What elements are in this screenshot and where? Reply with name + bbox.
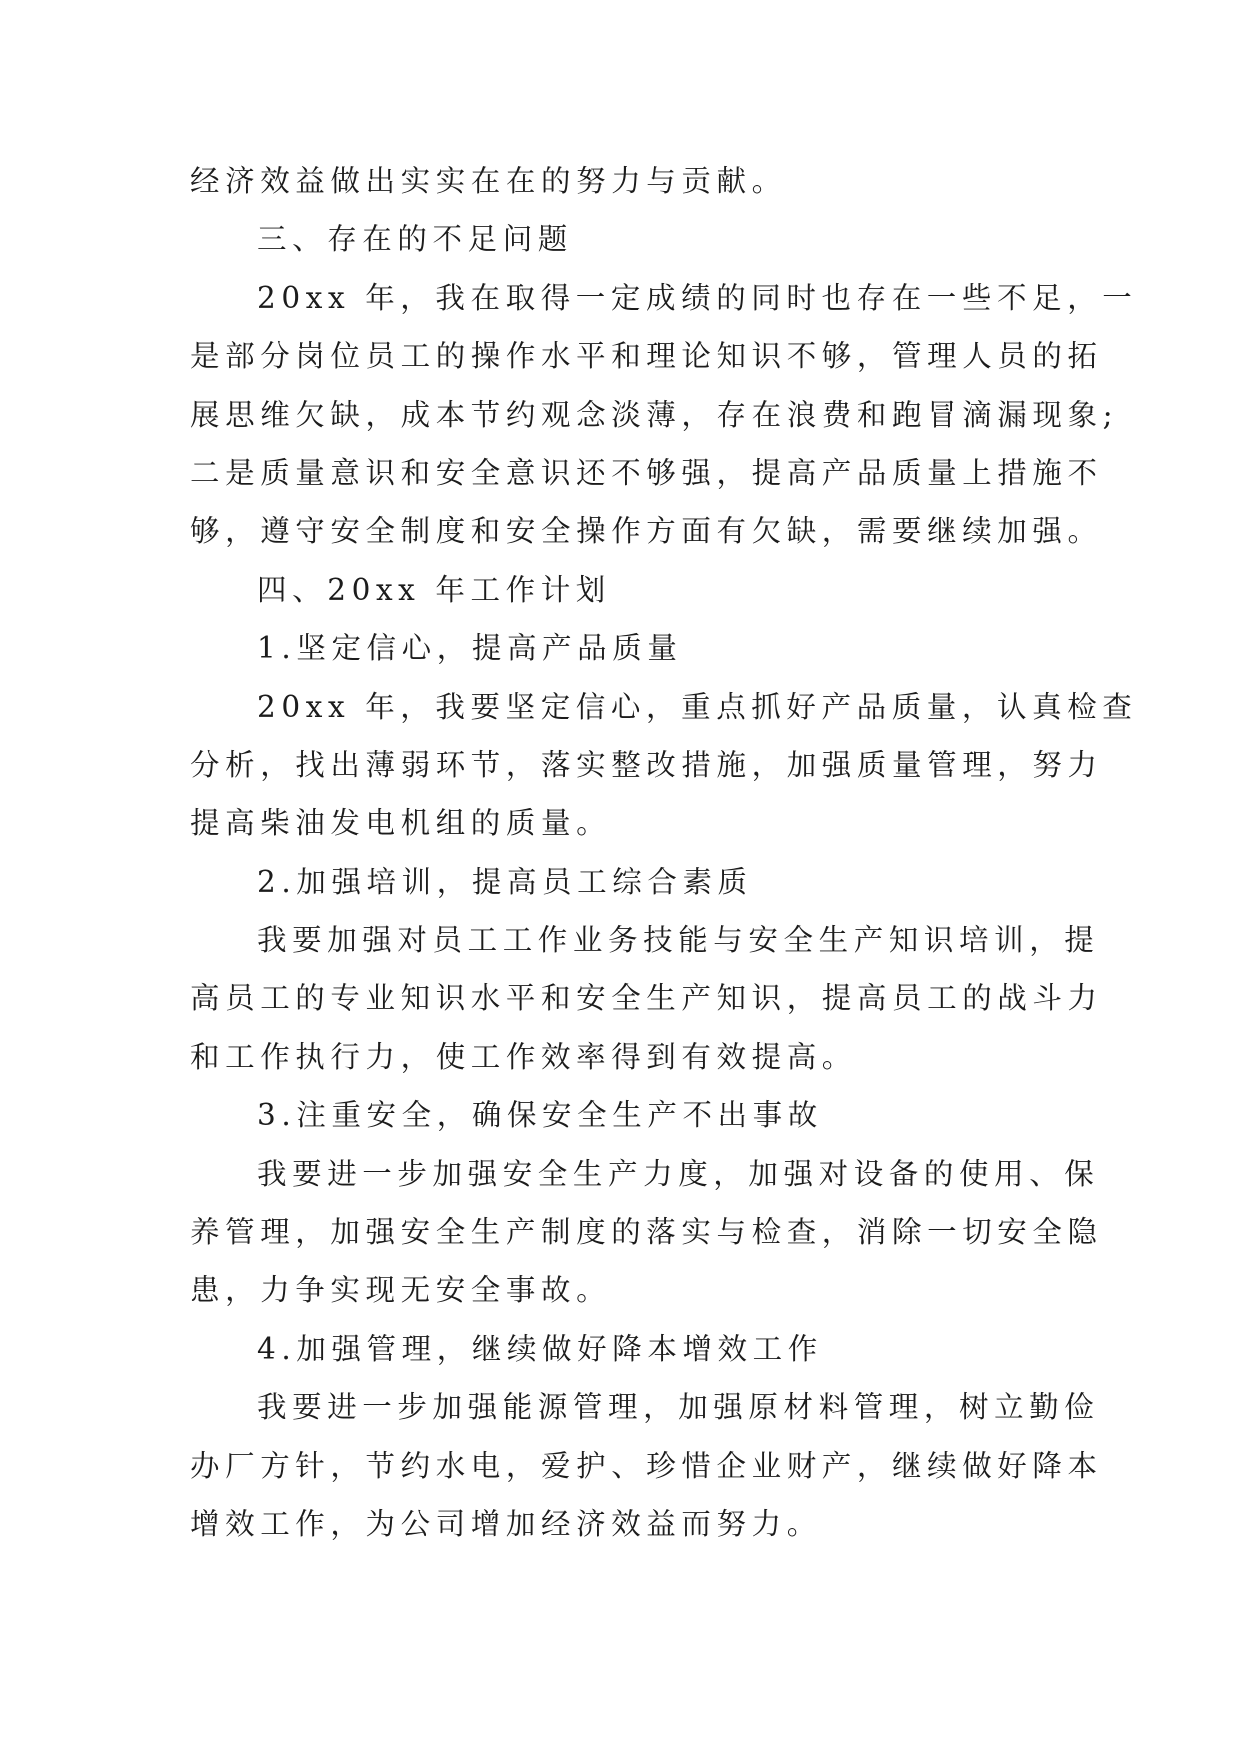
paragraph-line: 提高柴油发电机组的质量。 xyxy=(190,806,612,841)
subsection-heading: 3.注重安全，确保安全生产不出事故 xyxy=(257,1098,823,1133)
paragraph-line: 分析，找出薄弱环节，落实整改措施，加强质量管理，努力 xyxy=(190,747,1103,782)
paragraph-line: 我要进一步加强能源管理，加强原材料管理，树立勤俭 xyxy=(257,1390,1100,1425)
paragraph-line: 是部分岗位员工的操作水平和理论知识不够，管理人员的拓 xyxy=(190,339,1103,374)
paragraph-line: 办厂方针，节约水电，爱护、珍惜企业财产，继续做好降本 xyxy=(190,1448,1103,1483)
subsection-heading: 2.加强培训，提高员工综合素质 xyxy=(257,864,753,899)
paragraph-line: 够，遵守安全制度和安全操作方面有欠缺，需要继续加强。 xyxy=(190,514,1103,549)
section-heading: 三、存在的不足问题 xyxy=(257,222,573,257)
paragraph-line: 展思维欠缺，成本节约观念淡薄，存在浪费和跑冒滴漏现象; xyxy=(190,397,1119,432)
paragraph-line: 增效工作，为公司增加经济效益而努力。 xyxy=(190,1506,822,1541)
paragraph-line: 和工作执行力，使工作效率得到有效提高。 xyxy=(190,1039,857,1074)
section-heading: 四、20xx 年工作计划 xyxy=(257,572,611,607)
document-body xyxy=(190,152,1138,1553)
subsection-heading: 4.加强管理，继续做好降本增效工作 xyxy=(257,1331,823,1366)
paragraph-line: 我要加强对员工工作业务技能与安全生产知识培训，提 xyxy=(257,923,1100,958)
text-line: 经济效益做出实实在在的努力与贡献。 xyxy=(190,164,787,198)
paragraph-line: 高员工的专业知识水平和安全生产知识，提高员工的战斗力 xyxy=(190,981,1103,1016)
paragraph-line: 二是质量意识和安全意识还不够强，提高产品质量上措施不 xyxy=(190,455,1103,490)
paragraph-line: 20xx 年，我要坚定信心，重点抓好产品质量，认真检查 xyxy=(257,689,1138,724)
paragraph-line: 我要进一步加强安全生产力度，加强对设备的使用、保 xyxy=(257,1156,1100,1191)
subsection-heading: 1.坚定信心，提高产品质量 xyxy=(257,631,683,666)
paragraph-line: 20xx 年，我在取得一定成绩的同时也存在一些不足，一 xyxy=(257,280,1138,315)
paragraph-line: 养管理，加强安全生产制度的落实与检查，消除一切安全隐 xyxy=(190,1215,1103,1250)
paragraph-line: 患，力争实现无安全事故。 xyxy=(190,1273,612,1308)
